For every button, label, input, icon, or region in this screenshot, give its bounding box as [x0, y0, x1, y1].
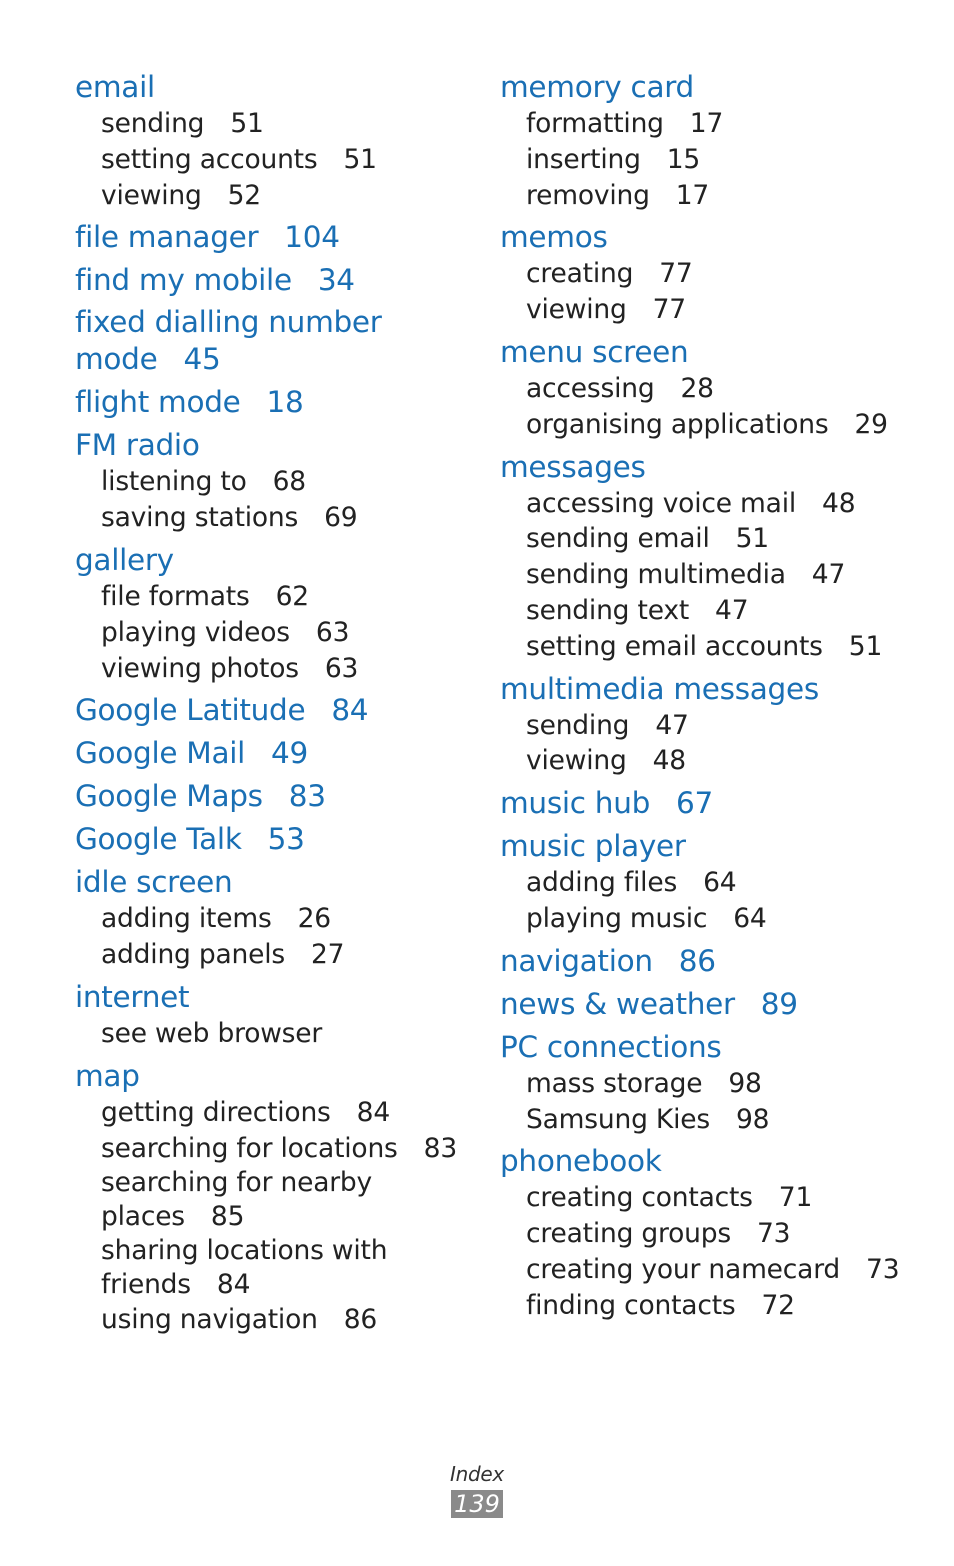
subentry-page: 63 — [324, 652, 359, 684]
index-term-text: music player — [500, 829, 686, 864]
index-entry-find-my-mobile — [75, 261, 475, 299]
index-subentries — [500, 256, 940, 328]
index-term — [500, 670, 940, 708]
subentry-text: saving stations — [101, 502, 299, 534]
index-subentry — [75, 1016, 475, 1052]
index-subentry — [500, 557, 940, 593]
index-term — [500, 68, 940, 106]
subentry-text: mass storage — [526, 1067, 703, 1099]
index-subentry — [75, 106, 475, 142]
subentry-text: setting email accounts — [526, 630, 823, 662]
index-subentry — [500, 1102, 940, 1138]
subentry-text: adding panels — [101, 939, 286, 971]
subentry-page: 63 — [315, 616, 350, 648]
subentry-text: finding contacts — [526, 1289, 736, 1321]
subentry-page: 77 — [659, 258, 693, 290]
subentry-page: 47 — [811, 559, 846, 591]
index-subentry — [75, 1166, 391, 1234]
index-term — [75, 1057, 475, 1095]
index-subentry — [75, 1095, 475, 1131]
index-term-text: fixed dialling number mode — [75, 305, 382, 377]
index-term-text: FM radio — [75, 428, 200, 463]
index-subentry — [500, 256, 940, 292]
index-entry-google-talk — [75, 820, 475, 858]
index-term-text: menu screen — [500, 334, 689, 369]
index-term — [500, 827, 940, 865]
index-term-text: gallery — [75, 542, 174, 577]
subentry-page: 71 — [778, 1182, 813, 1214]
subentry-page: 51 — [848, 630, 883, 662]
index-subentries — [75, 1016, 475, 1052]
subentry-text: viewing — [526, 294, 627, 326]
index-subentries — [75, 106, 475, 213]
subentry-text: adding items — [101, 903, 272, 935]
index-subentry — [500, 1252, 940, 1288]
index-subentry — [75, 464, 475, 500]
index-subentry — [500, 178, 940, 214]
index-term — [75, 218, 475, 256]
index-term — [75, 734, 475, 772]
index-term — [75, 978, 475, 1016]
index-term-text: Google Maps — [75, 779, 263, 814]
subentry-text: using navigation — [101, 1304, 318, 1336]
index-entry-google-maps — [75, 777, 475, 815]
subentry-text: creating your namecard — [526, 1253, 841, 1285]
index-term-text: news & weather — [500, 986, 735, 1021]
index-entry-google-latitude — [75, 691, 475, 729]
index-subentry — [75, 500, 475, 536]
index-entry-multimedia-messages — [500, 670, 940, 780]
index-term — [75, 383, 475, 421]
index-subentry — [75, 651, 475, 687]
page-number-badge: 139 — [451, 1490, 503, 1518]
subentry-page: 17 — [675, 179, 710, 211]
index-subentry — [500, 407, 940, 443]
subentry-text: creating contacts — [526, 1182, 753, 1214]
index-subentry — [75, 937, 475, 973]
index-subentry — [500, 708, 940, 744]
index-subentry — [75, 1302, 475, 1338]
index-term-text: map — [75, 1058, 140, 1093]
subentry-text: getting directions — [101, 1096, 331, 1128]
index-subentry — [75, 1131, 475, 1167]
subentry-text: sharing locations with friends — [101, 1235, 388, 1301]
index-term-text: flight mode — [75, 385, 241, 420]
index-term-text: phonebook — [500, 1144, 662, 1179]
subentry-text: viewing — [526, 745, 627, 777]
index-entry-navigation — [500, 942, 940, 980]
index-subentry — [500, 1180, 940, 1216]
index-entry-music-player — [500, 827, 940, 937]
index-term — [75, 863, 475, 901]
index-subentries — [500, 486, 940, 665]
index-term-text: Google Mail — [75, 736, 246, 771]
index-entry-fm-radio — [75, 426, 475, 536]
index-column-left — [75, 68, 475, 1343]
index-entry-pc-connections — [500, 1028, 940, 1138]
subentry-page: 52 — [227, 179, 261, 211]
subentry-page: 73 — [866, 1253, 900, 1285]
subentry-page: 15 — [666, 143, 701, 175]
index-subentries — [500, 708, 940, 780]
index-subentry — [75, 142, 475, 178]
subentry-text: sending — [526, 709, 630, 741]
subentry-text: sending — [101, 108, 205, 139]
subentry-text: organising applications — [526, 408, 829, 440]
index-term-text: music hub — [500, 786, 651, 821]
subentry-text: sending text — [526, 594, 690, 626]
index-term-page: 89 — [760, 986, 798, 1021]
index-subentry — [75, 1234, 391, 1302]
index-entry-gallery — [75, 541, 475, 686]
index-term-text: Google Latitude — [75, 693, 306, 728]
index-term — [75, 426, 475, 464]
subentry-page: 69 — [324, 502, 358, 534]
index-term — [75, 777, 475, 815]
subentry-text: creating groups — [526, 1218, 731, 1250]
subentry-page: 68 — [272, 466, 306, 498]
index-subentry — [500, 292, 940, 328]
footer-section-label: Index — [450, 1462, 504, 1486]
index-term-text: memos — [500, 220, 608, 255]
subentry-page: 28 — [680, 372, 714, 404]
index-subentry — [500, 901, 940, 937]
index-subentries — [75, 1095, 475, 1338]
index-entry-news-and-weather — [500, 985, 940, 1023]
subentry-page: 64 — [733, 902, 767, 934]
index-subentries — [500, 371, 940, 443]
index-term — [500, 333, 940, 371]
subentry-text: viewing photos — [101, 652, 299, 684]
index-term — [500, 1142, 940, 1180]
index-term-page: 83 — [288, 779, 326, 814]
index-subentries — [75, 901, 475, 973]
index-entry-phonebook — [500, 1142, 940, 1323]
index-subentry — [75, 901, 475, 937]
index-subentry — [500, 521, 940, 557]
index-subentry — [500, 142, 940, 178]
subentry-page: 29 — [854, 408, 888, 440]
index-term-text: PC connections — [500, 1029, 722, 1064]
index-term — [500, 1028, 940, 1066]
index-subentry — [500, 1288, 940, 1324]
index-entry-music-hub — [500, 784, 940, 822]
subentry-page: 47 — [715, 594, 749, 626]
subentry-page: 26 — [297, 903, 331, 935]
subentry-text: playing videos — [101, 616, 290, 648]
index-term-text: messages — [500, 449, 646, 484]
index-term-page: 49 — [271, 736, 308, 771]
index-column-right — [500, 68, 940, 1329]
subentry-page: 27 — [311, 939, 345, 971]
index-entry-messages — [500, 448, 940, 665]
subentry-page: 83 — [423, 1132, 457, 1164]
index-subentry — [500, 1066, 940, 1102]
index-entry-fixed-dialling-number-mode — [75, 304, 475, 378]
index-entry-flight-mode — [75, 383, 475, 421]
subentry-page: 48 — [652, 745, 686, 777]
index-term-text: memory card — [500, 70, 694, 104]
index-term-page: 45 — [183, 342, 221, 377]
index-term-page: 18 — [266, 385, 304, 420]
index-subentries — [500, 106, 940, 213]
index-term — [75, 820, 475, 858]
index-subentries — [75, 464, 475, 536]
index-entry-email — [75, 68, 475, 213]
subentry-text: Samsung Kies — [526, 1103, 710, 1135]
subentry-text: file formats — [101, 580, 250, 612]
subentry-page: 47 — [655, 709, 689, 741]
index-term-text: internet — [75, 979, 190, 1014]
index-term-text: Google Talk — [75, 822, 242, 857]
subentry-page: 84 — [356, 1096, 390, 1128]
index-subentry — [500, 629, 940, 665]
page-footer — [0, 1462, 954, 1518]
index-term — [500, 218, 940, 256]
index-subentry — [500, 1216, 940, 1252]
index-term-text: idle screen — [75, 865, 233, 900]
subentry-page: 64 — [703, 867, 737, 899]
index-term-page: 67 — [676, 786, 713, 821]
subentry-text: adding files — [526, 867, 678, 899]
index-entry-internet — [75, 978, 475, 1052]
index-term-text: email — [75, 70, 155, 104]
index-term — [500, 448, 940, 486]
index-term-page: 53 — [267, 822, 305, 857]
subentry-text: creating — [526, 258, 634, 290]
index-subentries — [500, 1180, 940, 1323]
index-entry-menu-screen — [500, 333, 940, 443]
subentry-page: 51 — [343, 143, 377, 175]
index-term-page: 84 — [331, 693, 369, 728]
subentry-page: 73 — [757, 1218, 791, 1250]
index-subentry — [500, 865, 940, 901]
index-subentry — [500, 593, 940, 629]
subentry-text: formatting — [526, 108, 664, 139]
subentry-text: accessing — [526, 372, 655, 404]
subentry-text: searching for nearby places — [101, 1167, 373, 1233]
index-entry-idle-screen — [75, 863, 475, 973]
index-term — [75, 261, 475, 299]
subentry-text: viewing — [101, 179, 202, 211]
index-subentry — [75, 615, 475, 651]
subentry-text: accessing voice mail — [526, 487, 797, 519]
subentry-page: 48 — [822, 487, 856, 519]
index-subentry — [75, 178, 475, 214]
subentry-text: searching for locations — [101, 1132, 398, 1164]
index-term — [75, 304, 475, 378]
subentry-text: listening to — [101, 466, 247, 498]
index-subentries — [75, 579, 475, 686]
subentry-page: 17 — [689, 108, 724, 139]
subentry-page: 77 — [652, 294, 686, 326]
index-entry-google-mail — [75, 734, 475, 772]
index-term — [75, 68, 475, 106]
index-subentry — [500, 371, 940, 407]
subentry-page: 86 — [343, 1304, 378, 1336]
index-term — [75, 541, 475, 579]
index-subentry — [75, 579, 475, 615]
subentry-page: 98 — [728, 1067, 762, 1099]
subentry-text: sending multimedia — [526, 559, 786, 591]
index-term-text: multimedia messages — [500, 671, 819, 706]
index-entry-memory-card — [500, 68, 940, 213]
index-term-page: 104 — [284, 220, 340, 255]
subentry-text: see web browser — [101, 1017, 323, 1049]
index-term-text: file manager — [75, 220, 259, 255]
index-subentries — [500, 1066, 940, 1138]
subentry-page: 85 — [210, 1201, 245, 1233]
index-term — [75, 691, 475, 729]
index-term-page: 86 — [678, 943, 716, 978]
index-entry-map — [75, 1057, 475, 1338]
index-subentry — [500, 486, 940, 522]
index-term-text: find my mobile — [75, 263, 292, 298]
subentry-page: 51 — [735, 523, 769, 555]
subentry-page: 72 — [761, 1289, 795, 1321]
subentry-text: setting accounts — [101, 143, 318, 175]
subentry-text: playing music — [526, 902, 708, 934]
index-subentries — [500, 865, 940, 937]
index-term-text: navigation — [500, 943, 653, 978]
subentry-text: removing — [526, 179, 650, 211]
index-entry-memos — [500, 218, 940, 328]
index-subentry — [500, 743, 940, 779]
subentry-page: 62 — [275, 580, 309, 612]
index-subentry — [500, 106, 940, 142]
index-term — [500, 784, 940, 822]
index-term — [500, 985, 940, 1023]
subentry-text: sending email — [526, 523, 710, 555]
subentry-page: 51 — [230, 108, 264, 139]
subentry-text: inserting — [526, 143, 641, 175]
index-term — [500, 942, 940, 980]
subentry-page: 84 — [216, 1269, 251, 1301]
subentry-page: 98 — [735, 1103, 770, 1135]
index-entry-file-manager — [75, 218, 475, 256]
index-term-page: 34 — [317, 263, 355, 298]
